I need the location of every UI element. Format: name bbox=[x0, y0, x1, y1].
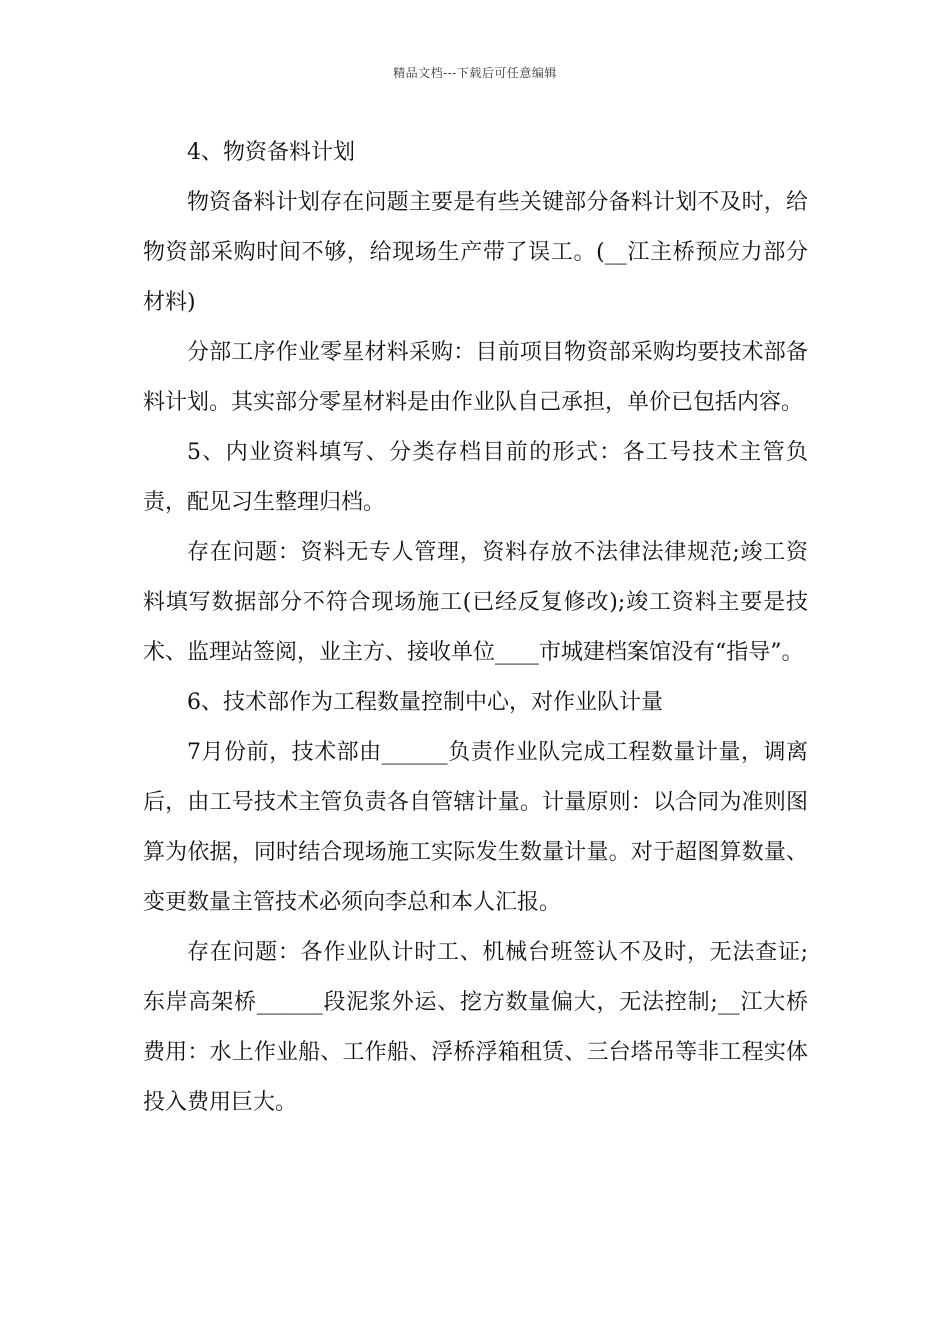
paragraph-archive-issue: 存在问题：资料无专人管理，资料存放不法律法律规范;竣工资料填写数据部分不符合现场施工(已经反复修改);竣工资料主要是技术、监理站签阅，业主方、接收单位____市城建档案馆没有“指导”。 bbox=[143, 540, 808, 665]
section-heading-5: 5、内业资料填写、分类存档目前的形式：各工号技术主管负责，配见习生整理归档。 bbox=[143, 440, 808, 515]
document-body bbox=[143, 128, 808, 1128]
section-heading-4: 4、物资备料计划 bbox=[187, 140, 355, 165]
section-heading-6: 6、技术部作为工程数量控制中心，对作业队计量 bbox=[187, 690, 663, 715]
paragraph-measurement-principle: 7月份前，技术部由______负责作业队完成工程数量计量，调离后，由工号技术主管负责各自管辖计量。计量原则：以合同为准则图算为依据，同时结合现场施工实际发生数量计量。对于超图算数量、变更数量主管技术必须向李总和本人汇报。 bbox=[143, 740, 808, 915]
paragraph-sporadic-purchase: 分部工序作业零星材料采购：目前项目物资部采购均要技术部备料计划。其实部分零星材料是由作业队自己承担，单价已包括内容。 bbox=[143, 340, 808, 415]
page-header: 精品文档---下载后可任意编辑 bbox=[393, 66, 557, 80]
paragraph-measurement-issue: 存在问题：各作业队计时工、机械台班签认不及时，无法查证;东岸高架桥______段泥浆外运、挖方数量偏大，无法控制;__江大桥费用：水上作业船、工作船、浮桥浮箱租赁、三台塔吊等非工程实体投入费用巨大。 bbox=[143, 940, 808, 1115]
paragraph-material-plan-issue: 物资备料计划存在问题主要是有些关键部分备料计划不及时，给物资部采购时间不够，给现场生产带了误工。(__江主桥预应力部分材料) bbox=[143, 190, 808, 315]
